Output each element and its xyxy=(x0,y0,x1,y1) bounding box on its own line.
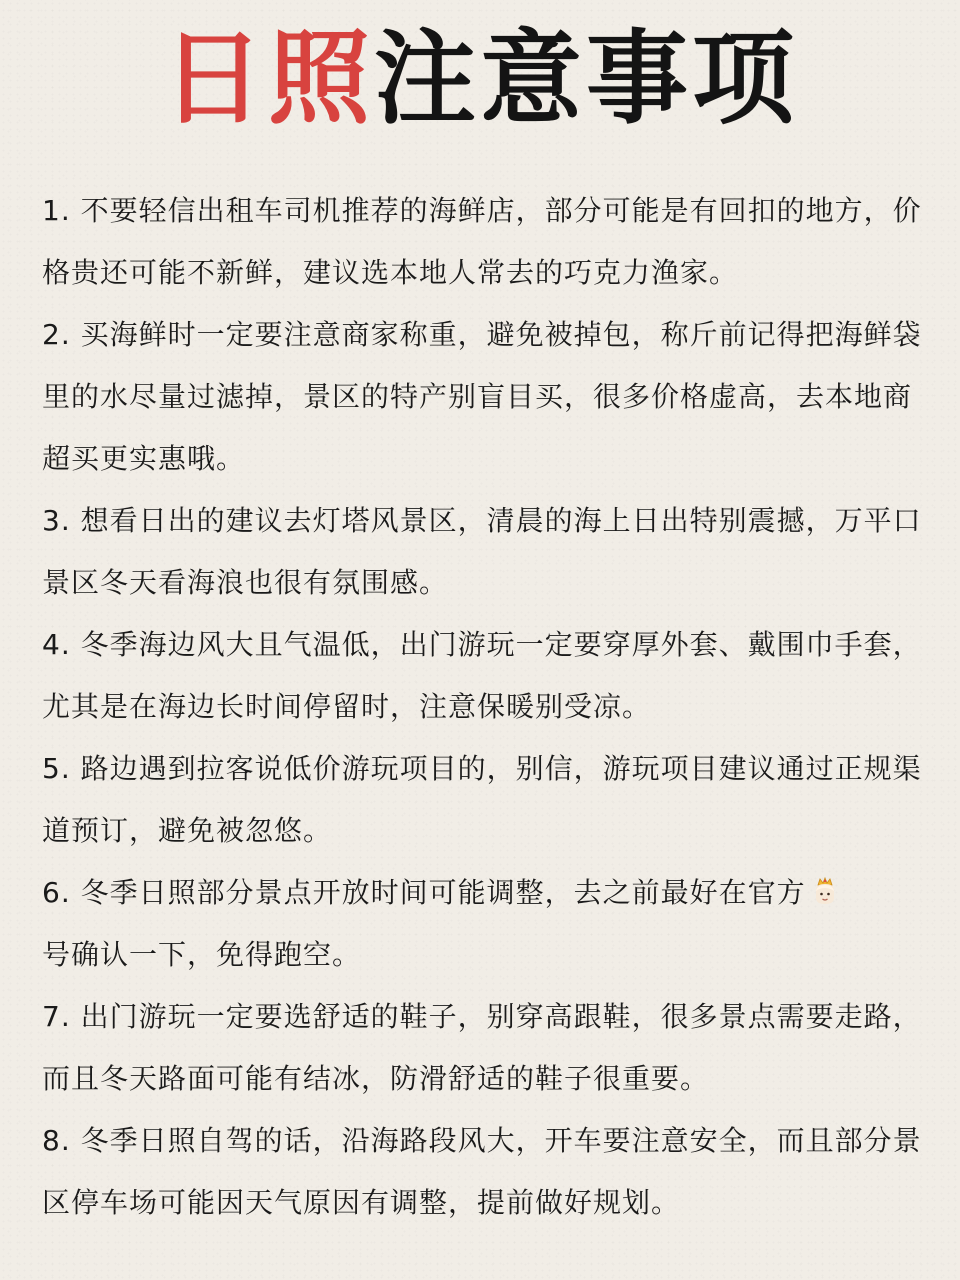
tip-item-8: 8. 冬季日照自驾的话，沿海路段风大，开车要注意安全，而且部分景区停车场可能因天气原因有调整，提前做好规划。 xyxy=(42,1124,922,1219)
tip-item-4: 4. 冬季海边风大且气温低，出门游玩一定要穿厚外套、戴围巾手套，尤其是在海边长时间停留时，注意保暖别受凉。 xyxy=(42,628,922,723)
princess-emoji-icon xyxy=(810,866,840,896)
tip-item-7: 7. 出门游玩一定要选舒适的鞋子，别穿高跟鞋，很多景点需要走路，而且冬天路面可能有结冰，防滑舒适的鞋子很重要。 xyxy=(42,1000,922,1095)
tip-item-3: 3. 想看日出的建议去灯塔风景区，清晨的海上日出特别震撼，万平口景区冬天看海浪也很有氛围感。 xyxy=(42,504,922,599)
tip-item-6-before: 6. 冬季日照部分景点开放时间可能调整，去之前最好在官方 xyxy=(42,876,806,909)
title-red-part: 日照 xyxy=(162,19,374,139)
tip-item-2: 2. 买海鲜时一定要注意商家称重，避免被掉包，称斤前记得把海鲜袋里的水尽量过滤掉，景区的特产别盲目买，很多价格虚高，去本地商超买更实惠哦。 xyxy=(42,318,922,475)
tips-list xyxy=(42,180,922,1234)
tip-item-5: 5. 路边遇到拉客说低价游玩项目的，别信，游玩项目建议通过正规渠道预订，避免被忽悠。 xyxy=(42,752,922,847)
tip-item-6-after: 号确认一下，免得跑空。 xyxy=(42,938,362,971)
tip-item-1: 1. 不要轻信出租车司机推荐的海鲜店，部分可能是有回扣的地方，价格贵还可能不新鲜，建议选本地人常去的巧克力渔家。 xyxy=(42,194,922,289)
tip-item-6 xyxy=(42,862,922,986)
title-black-part: 注意事项 xyxy=(374,19,798,139)
page-title xyxy=(0,14,960,144)
